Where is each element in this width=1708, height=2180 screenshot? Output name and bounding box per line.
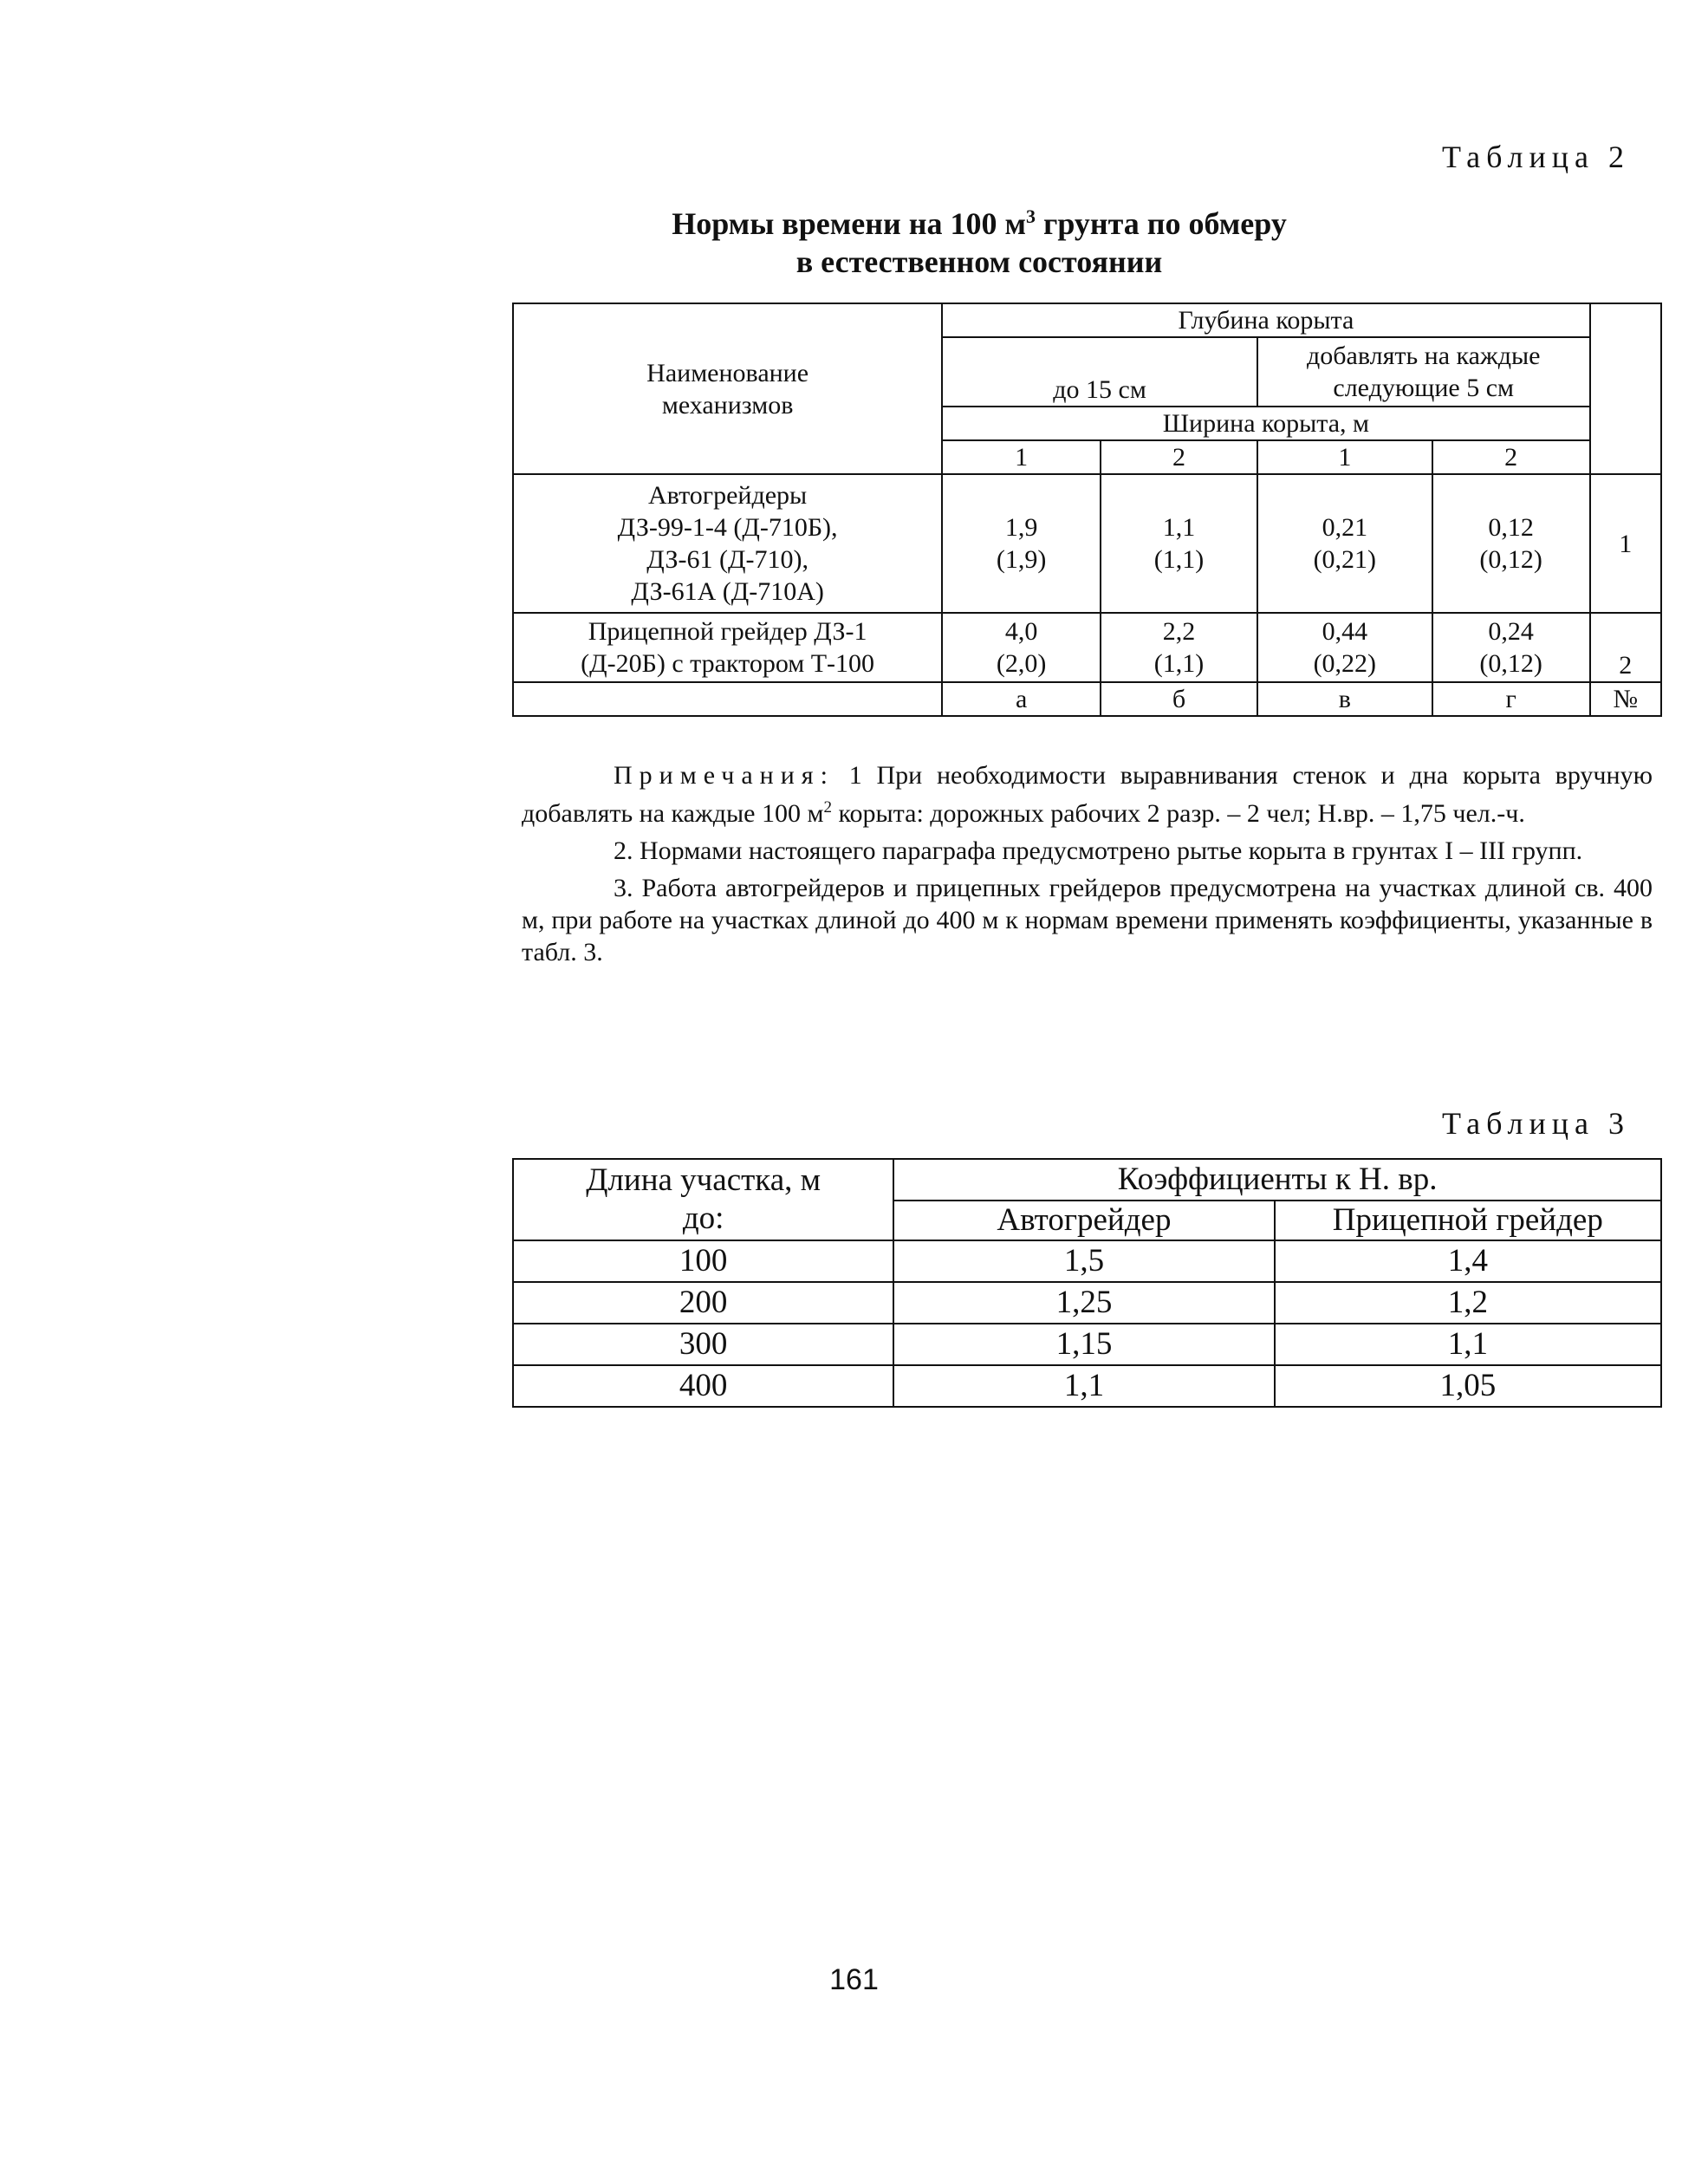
footer-num: № — [1590, 682, 1661, 716]
coef-trailer: 1,4 — [1275, 1240, 1661, 1282]
header-num-blank — [1590, 303, 1661, 474]
value-cell: 0,12 (0,12) — [1432, 474, 1590, 613]
table-row — [513, 1282, 1661, 1324]
header-mechanism-name: Наименование механизмов — [513, 303, 942, 474]
footer-letter: а — [942, 682, 1101, 716]
footer-row — [513, 682, 1661, 716]
footer-letter: б — [1101, 682, 1257, 716]
header-width: Ширина корыта, м — [942, 407, 1589, 440]
length-cell: 200 — [513, 1282, 893, 1324]
note-1: Примечания: 1 При необходимости выравнивания стенок и дна корыта вручную добавлять на каждые 100 $м^2$ корыта: дорожных рабочих 2 разр. – 2 чел; Н.вр. – 1,75 чел.-ч. — [522, 761, 1653, 828]
table2-title-line1: Нормы времени на 100 $м^3$ грунта по обмеру — [672, 205, 1287, 241]
value-cell: 1,1 (1,1) — [1101, 474, 1257, 613]
page-number: 161 — [829, 1963, 879, 1996]
coef-autograder: 1,1 — [893, 1365, 1274, 1407]
header-add-each-5: добавлять на каждые следующие 5 см — [1257, 337, 1590, 407]
header-depth: Глубина корыта — [942, 303, 1589, 337]
table-row — [513, 474, 1661, 613]
header-upto-15: до 15 см — [942, 337, 1257, 407]
coef-autograder: 1,5 — [893, 1240, 1274, 1282]
footer-letter: г — [1432, 682, 1590, 716]
coefficients-table — [512, 1158, 1662, 1408]
mechanism-name: Автогрейдеры ДЗ-99-1-4 (Д-710Б), ДЗ-61 (Д-710), ДЗ-61А (Д-710А) — [513, 474, 942, 613]
value-cell: 4,0 (2,0) — [942, 613, 1101, 682]
table-row — [513, 1365, 1661, 1407]
mechanism-name: Прицепной грейдер ДЗ-1 (Д-20Б) с трактором Т-100 — [513, 613, 942, 682]
coef-autograder: 1,15 — [893, 1324, 1274, 1365]
footer-blank — [513, 682, 942, 716]
length-cell: 100 — [513, 1240, 893, 1282]
table-row — [513, 1324, 1661, 1365]
coef-autograder: 1,25 — [893, 1282, 1274, 1324]
table2-title — [511, 198, 1447, 281]
header-coefficients: Коэффициенты к Н. вр. — [893, 1159, 1661, 1201]
value-cell: 2,2 (1,1) — [1101, 613, 1257, 682]
header-length: Длина участка, м до: — [513, 1159, 893, 1240]
header-trailer-grader: Прицепной грейдер — [1275, 1201, 1661, 1240]
header-col: 1 — [942, 440, 1101, 474]
time-norms-table — [512, 303, 1662, 717]
length-cell: 300 — [513, 1324, 893, 1365]
value-cell: 0,24 (0,12) — [1432, 613, 1590, 682]
coef-trailer: 1,2 — [1275, 1282, 1661, 1324]
table3-caption: Таблица 3 — [1442, 1106, 1630, 1141]
value-cell: 0,21 (0,21) — [1257, 474, 1432, 613]
value-cell: 1,9 (1,9) — [942, 474, 1101, 613]
table-row — [513, 1240, 1661, 1282]
coef-trailer: 1,1 — [1275, 1324, 1661, 1365]
notes — [522, 759, 1653, 973]
length-cell: 400 — [513, 1365, 893, 1407]
coef-trailer: 1,05 — [1275, 1365, 1661, 1407]
value-cell: 0,44 (0,22) — [1257, 613, 1432, 682]
header-col: 2 — [1432, 440, 1590, 474]
header-col: 2 — [1101, 440, 1257, 474]
note-3: 3. Работа автогрейдеров и прицепных грейдеров предусмотрена на участках длиной св. 400 м, при работе на участках длиной до 400 м к нормам времени применять коэффициенты, указанные в табл. 3. — [522, 874, 1653, 966]
row-number: 2 — [1590, 613, 1661, 682]
note-2: 2. Нормами настоящего параграфа предусмотрено рытье корыта в грунтах I – III групп. — [614, 836, 1583, 865]
notes-label: Примечания: — [614, 761, 835, 790]
table2-caption: Таблица 2 — [1442, 140, 1630, 174]
footer-letter: в — [1257, 682, 1432, 716]
header-autograder: Автогрейдер — [893, 1201, 1274, 1240]
header-col: 1 — [1257, 440, 1432, 474]
table-row — [513, 613, 1661, 682]
table2-title-line2: в естественном состоянии — [796, 244, 1163, 279]
row-number: 1 — [1590, 474, 1661, 613]
